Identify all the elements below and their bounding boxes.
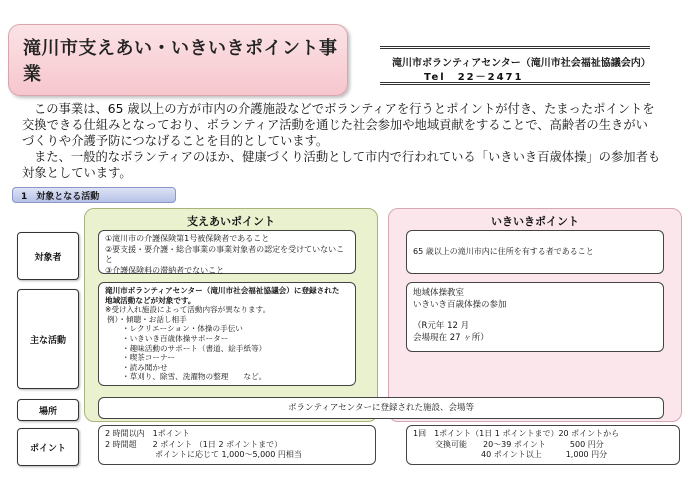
intro-line: また、一般的なボランティアのほか、健康づくり活動として市内で行われている「いきいき百歳体操」の参加者も [34,150,661,164]
place-text: ボランティアセンターに登録された施設、会場等 [288,402,474,413]
label-activity: 主な活動 [17,289,79,389]
sasae-point: 2 時間超 2 ポイント （1日 2 ポイントまで） [105,439,283,449]
activity-example: ・いきいき百歳体操サポーター [122,333,229,343]
ikiiki-activity: 地域体操教室 [413,288,465,298]
place-box [98,397,664,419]
activity-example: 例）・傾聴・お話し相手 [107,314,187,324]
sasae-activity-title: 滝川市ボランティアセンター（滝川市社会福祉協議会）に登録された [105,286,340,295]
intro-line: 対象としています。 [22,166,132,180]
sasae-point-box [98,425,376,465]
intro-paragraph [22,101,672,181]
label-target: 対象者 [17,232,79,280]
label-point: ポイント [17,428,79,466]
sasae-activity-title: 地域活動などが対象です。 [105,295,196,305]
ikiiki-point: 40 ポイント以上 1,000 円分 [481,450,608,459]
sasae-target-box [98,230,356,274]
ikiiki-activity-box [406,282,664,352]
sasae-point: 2 時間以内 1ポイント [105,429,190,438]
activity-example: ・草刈り、除雪、洗濯物の整理 など。 [122,372,267,382]
intro-line: 交換できる仕組みとなっており、ボランティア活動を通じた社会参加や地域貢献をすることで、高齢者の生きがい [22,118,648,132]
sasae-point: ポイントに応じて 1,000～5,000 円相当 [155,450,302,459]
ikiiki-point: 1回 1ポイント（1日 1 ポイントまで）20 ポイントから [413,429,620,438]
section-heading: 1 対象となる活動 [12,187,176,203]
ikiiki-heading: いきいきポイント [491,215,579,228]
activity-example: ・喫茶コーナー [122,353,176,363]
ikiiki-point: 交換可能 20～39 ポイント 500 円分 [435,439,604,449]
intro-line: この事業は、65 歳以上の方が市内の介護施設などでボランティアを行うとポイントが付き、たまったポイントを [34,102,655,116]
ikiiki-target-box [406,230,664,274]
sasae-target-item: ②要支援・要介護・総合事業の事業対象者の認定を受けていないこと [105,244,345,264]
activity-example: ・読み聞かせ [122,362,168,372]
intro-line: づくりや介護予防につなげることを目的としています。 [22,134,329,148]
ikiiki-activity: いきいき百歳体操の参加 [413,299,507,310]
center-name: 滝川市ボランティアセンター（滝川市社会福祉協議会内） [392,58,651,69]
page-title: 滝川市支えあい・いきいきポイント事業 [23,38,338,85]
sasae-activity-box [98,282,356,386]
ikiiki-activity: （R元年 12 月 [413,321,470,331]
activity-example: ・レクリエーション・体操の手伝い [122,324,243,334]
sasae-target-item: ③介護保険料の滞納者でないこと [105,265,225,275]
sasae-heading: 支えあいポイント [187,215,275,228]
center-tel: Tel 22－2471 [424,72,524,83]
ikiiki-activity: 会場現在 27 ヶ所） [413,332,489,343]
activity-example: ・趣味活動のサポート（書道、絵手紙等） [122,343,267,353]
sasae-target-item: ①滝川市の介護保険第1号被保険者であること [105,234,270,243]
title-banner [8,24,348,96]
label-place: 場所 [17,399,79,421]
center-contact [380,46,650,86]
sasae-activity-note: ※受け入れ施設によって活動内容が異なります。 [105,305,271,315]
ikiiki-target: 65 歳以上の滝川市内に住所を有する者であること [413,246,594,256]
ikiiki-point-box [406,425,680,465]
